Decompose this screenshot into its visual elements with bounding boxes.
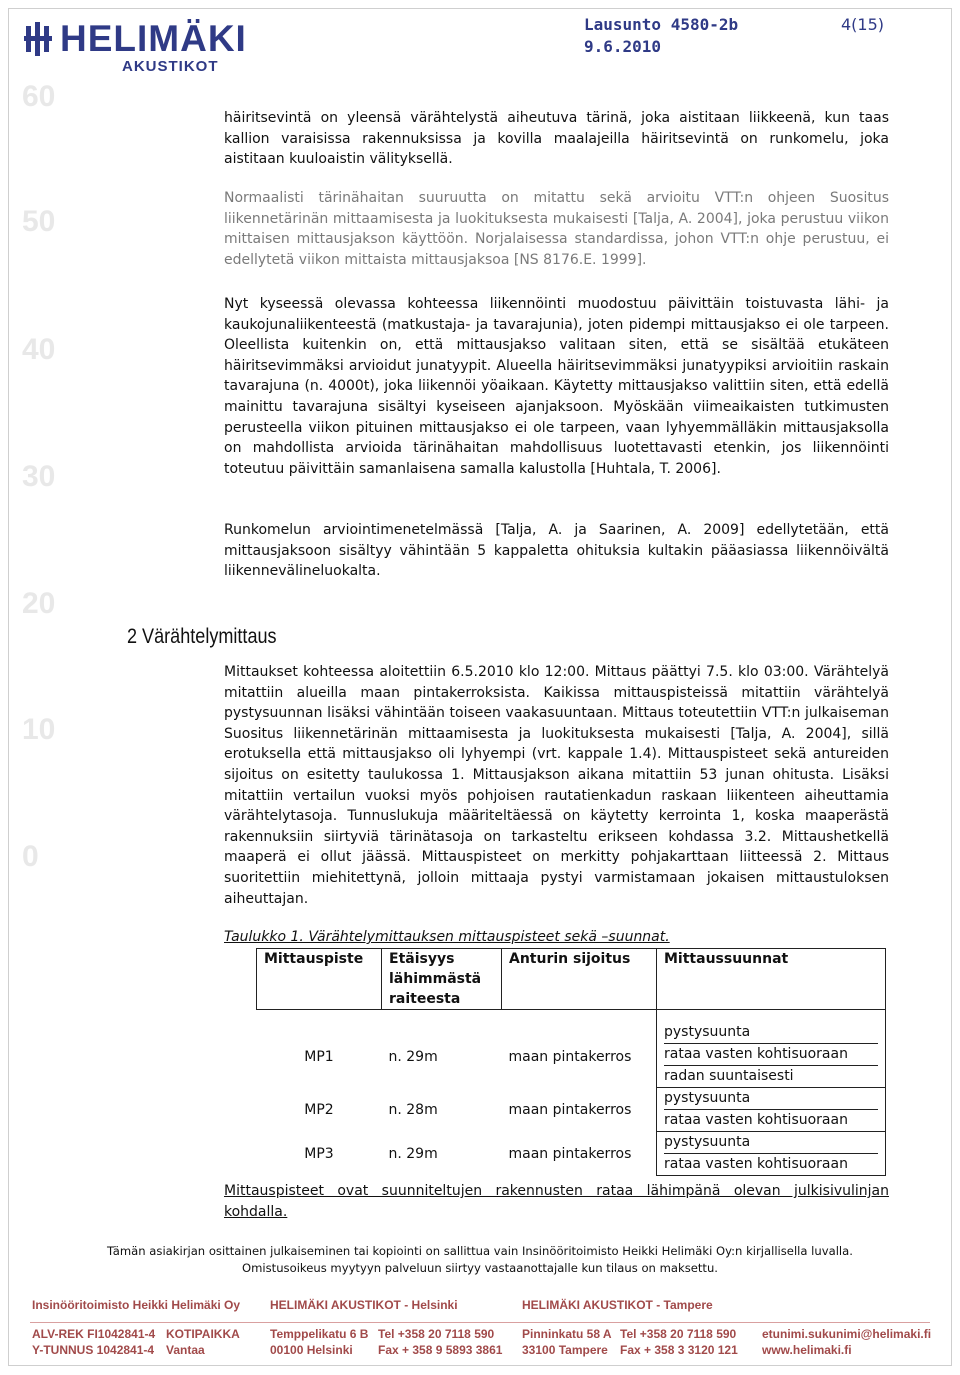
footer-tre-tel: Tel +358 20 7118 590 bbox=[620, 1327, 737, 1341]
footer-hki-tel: Tel +358 20 7118 590 bbox=[378, 1327, 495, 1341]
cell-placement: maan pintakerros bbox=[508, 1101, 632, 1118]
watermark-number: 10 bbox=[22, 713, 56, 746]
logo-subtitle: AKUSTIKOT bbox=[122, 58, 219, 75]
watermark-number: 60 bbox=[22, 80, 56, 113]
footer-home-city: Vantaa bbox=[166, 1343, 205, 1357]
footer-hki-fax: Fax + 358 9 5893 3861 bbox=[378, 1343, 503, 1357]
paragraph-groundborne-noise: Runkomelun arviointimenetelmässä [Talja, A. ja Saarinen, A. 2009] edellytetään, että mittausjaksoon sisältyy vähintään 5 kappaletta ohituksia kultakin pääasiassa liikennöivältä liikennevälineluokalta. bbox=[224, 522, 889, 580]
cell-distance: n. 28m bbox=[388, 1101, 438, 1118]
measurement-points-table bbox=[256, 948, 886, 1176]
page-number: 4(15) bbox=[841, 15, 885, 34]
watermark-number: 50 bbox=[22, 205, 56, 238]
cell-point: MP3 bbox=[304, 1145, 334, 1162]
cell-directions bbox=[657, 1132, 886, 1176]
watermark-number: 20 bbox=[22, 587, 56, 620]
direction: radan suuntaisesti bbox=[664, 1065, 878, 1087]
direction: pystysuunta bbox=[664, 1134, 751, 1150]
footer-divider bbox=[30, 1322, 930, 1323]
direction: pystysuunta bbox=[664, 1024, 751, 1040]
table-row bbox=[257, 1088, 886, 1132]
footer-hki-zip: 00100 Helsinki bbox=[270, 1343, 353, 1357]
footer-tre-fax: Fax + 358 3 3120 121 bbox=[620, 1343, 738, 1357]
footer-company: Insinööritoimisto Heikki Helimäki Oy bbox=[32, 1298, 241, 1312]
footer-email[interactable]: etunimi.sukunimi@helimaki.fi bbox=[762, 1327, 932, 1341]
table-row bbox=[257, 1132, 886, 1176]
watermark-number: 0 bbox=[22, 840, 39, 873]
table-header-row bbox=[257, 949, 886, 1010]
cell-directions bbox=[657, 1010, 886, 1088]
cell-placement: maan pintakerros bbox=[508, 1145, 632, 1162]
cell-distance: n. 29m bbox=[388, 1145, 438, 1162]
footer-ownership: Omistusoikeus myytyyn palveluun siirtyy vastaanottajalle kun tilaus on maksettu. bbox=[241, 1261, 718, 1275]
cell-point: MP1 bbox=[304, 1048, 334, 1065]
footer-home-label: KOTIPAIKKA bbox=[166, 1327, 240, 1341]
direction: rataa vasten kohtisuoraan bbox=[664, 1109, 878, 1131]
footer-tre-zip: 33100 Tampere bbox=[522, 1343, 608, 1357]
footer-tre-street: Pinninkatu 58 A bbox=[522, 1327, 612, 1341]
column-header: Anturin sijoitus bbox=[502, 949, 657, 1010]
table-note: Mittauspisteet ovat suunniteltujen rakennusten rataa lähimpänä olevan julkisivulinjan kohdalla. bbox=[224, 1183, 889, 1220]
paragraph-measurements: Mittaukset kohteessa aloitettiin 6.5.2010 klo 12:00. Mittaus päättyi 7.5. klo 03:00. Värähtelyä mitattiin alueilla maan pintakerroksista. Kaikissa mittauspisteissä mitattiin värähtelyä pystysuunnan lisäksi vähintään toiseen vaakasuuntaan. Mittaus toteutettiin VTT:n julkaiseman Suositus liikennetärinän mittaamisesta ja luokituksesta mukaisesti [Talja, A. 2004], sillä erotuksella että mittausjakso oli lyhyempi (vrt. kappale 1.4). Mittauspisteet sekä antureiden sijoitus on esitetty taulukossa 1. Mittausjakson aikana mitattiin 53 junan ohitusta. Lisäksi mitattiin vertailun vuoksi myös pohjoisen rautatienkadun raskaan liikenteen aiheuttamia värähtelytasoja. Tunnuslukuja määriteltäessä on käytetty kerrointa 1, koska maaperästä rakennuksiin siirtyviä tärinätasoja on tarkasteltu erikseen kohdassa 3.2. Mittaushetkellä maaperä ei ollut jäässä. Mittauspisteet on merkitty pohjakarttaan liitteessä 2. Mittaus suoritettiin miehitettynä, jolloin mittaaja pystyi varmistamaan jokaisen mittaustuloksen aiheuttajan. bbox=[224, 664, 889, 907]
cell-directions bbox=[657, 1088, 886, 1132]
footer-hki-street: Temppelikatu 6 B bbox=[270, 1327, 369, 1341]
footer-website[interactable]: www.helimaki.fi bbox=[762, 1343, 852, 1357]
company-logo bbox=[24, 20, 247, 75]
direction: pystysuunta bbox=[664, 1090, 751, 1106]
footer-vat: ALV-REK FI1042841-4 bbox=[32, 1327, 156, 1341]
document-reference: Lausunto 4580-2b bbox=[584, 15, 739, 34]
table-caption: Taulukko 1. Värähtelymittauksen mittauspisteet sekä –suunnat. bbox=[224, 929, 670, 945]
column-header: Mittaussuunnat bbox=[657, 949, 886, 1010]
watermark-number: 30 bbox=[22, 460, 56, 493]
cell-placement: maan pintakerros bbox=[508, 1048, 632, 1065]
footer-business-id: Y-TUNNUS 1042841-4 bbox=[32, 1343, 155, 1357]
section-heading: 2 Värähtelymittaus bbox=[127, 625, 277, 648]
watermark-number: 40 bbox=[22, 333, 56, 366]
direction: rataa vasten kohtisuoraan bbox=[664, 1153, 878, 1175]
paragraph-intro: häiritsevintä on yleensä värähtelystä aiheutuva tärinä, joka aistitaan liikkeenä, kun taas kallion varaisissa rakennuksissa ja kovilla maalajeilla häiritsevintä on runkomelu, joka aistitaan kuuloaistin välityksellä. bbox=[224, 110, 889, 168]
table-row bbox=[257, 1010, 886, 1088]
footer-office-helsinki: HELIMÄKI AKUSTIKOT - Helsinki bbox=[270, 1298, 458, 1312]
paragraph-measurement-period: Nyt kyseessä olevassa kohteessa liikennöinti muodostuu päivittäin toistuvasta lähi- ja kaukojunaliikenteestä (matkustaja- ja tavarajunia), joten pidempi mittausjakso ei ole tarpeen. Oleellista kuitenkin on, että mittausjakso valitaan siten, että se sisältää etukäteen häiritsevimmäksi arvioidut junatyypit. Alueella häiritsevimmäksi junatyypiksi arvioitiin raskain tavarajuna (n. 4000t), joka liikennöi yöaikaan. Käytetty mittausjakso valittiin siten, että edellä mainittu tavarajuna sisältyi kyseiseen ajanjaksoon. Myöskään viimeaikaisten tutkimusten perusteella viikon pituinen mittausjakso ei ole tarpeen, vaan lyhyemmälläkin mittausjaksolla on mahdollista arvioida tärinähaitan mahdollisuus luotettavasti etenkin, jos liikennöinti toteutuu päivittäin samanlaisena samalla kalustolla [Huhtala, T. 2006]. bbox=[224, 296, 889, 477]
column-header: Etäisyys lähimmästä raiteesta bbox=[382, 949, 502, 1010]
logo-mark-icon bbox=[24, 22, 54, 56]
document-date: 9.6.2010 bbox=[584, 37, 662, 56]
paragraph-normal-practice: Normaalisti tärinähaitan suuruutta on mitattu sekä arvioitu VTT:n ohjeen Suositus liikennetärinän mittaamisesta ja luokituksesta mukaisesti [Talja, A. 2004], joka perustuu viikon mittaisen mittausjakson käyttöön. Norjalaisessa standardissa, johon VTT:n ohje perustuu, ei edellytetä viikon mittaista mittausjaksoa [NS 8176.E. 1999]. bbox=[224, 190, 889, 268]
direction: rataa vasten kohtisuoraan bbox=[664, 1043, 878, 1065]
column-header: Mittauspiste bbox=[257, 949, 382, 1010]
footer-copyright: Tämän asiakirjan osittainen julkaiseminen tai kopiointi on sallittua vain Insinööritoimisto Heikki Helimäki Oy:n kirjallisella luvalla. bbox=[107, 1244, 853, 1258]
cell-point: MP2 bbox=[304, 1101, 334, 1118]
logo-name: HELIMÄKI bbox=[60, 18, 247, 59]
cell-distance: n. 29m bbox=[388, 1048, 438, 1065]
footer-office-tampere: HELIMÄKI AKUSTIKOT - Tampere bbox=[522, 1298, 713, 1312]
